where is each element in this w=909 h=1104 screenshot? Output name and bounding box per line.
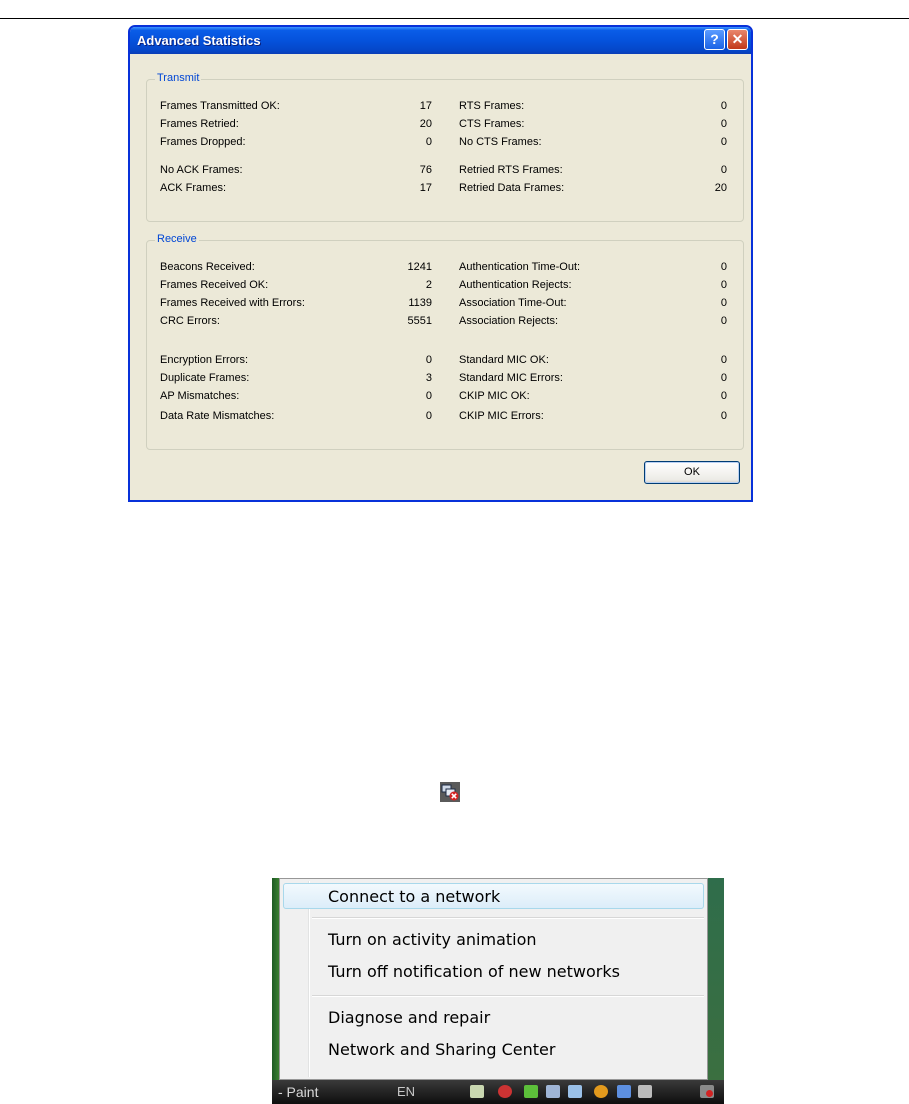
network-disconnected-icon[interactable] [700,1085,714,1098]
transmit-group-label: Transmit [157,72,200,84]
stat-value: 17 [419,100,432,112]
network-context-menu [279,878,708,1080]
tray-display-icon[interactable] [568,1085,582,1098]
taskbar-app-paint[interactable]: - Paint [278,1084,319,1100]
stat-value: 0 [720,118,727,130]
close-icon: ✕ [731,31,744,47]
language-indicator[interactable]: EN [397,1084,416,1099]
help-icon: ? [710,31,719,47]
stat-label: Data Rate Mismatches: [160,410,275,422]
menu-separator [312,995,704,997]
stat-value: 0 [720,390,727,402]
stat-value: 5551 [407,315,432,327]
stat-label: Association Time-Out: [459,297,567,309]
stat-value: 20 [714,182,727,194]
stat-label: RTS Frames: [459,100,525,112]
stat-label: Encryption Errors: [160,354,249,366]
stat-label: CKIP MIC OK: [459,390,530,402]
stat-label: Standard MIC Errors: [459,372,563,384]
stat-value: 1241 [407,261,432,273]
stat-label: Authentication Time-Out: [459,261,581,273]
menu-item-network-sharing-center[interactable]: Network and Sharing Center [328,1040,556,1059]
stat-label: Association Rejects: [459,315,559,327]
stat-value: 0 [720,100,727,112]
menu-item-notification-toggle[interactable]: Turn off notification of new networks [328,962,620,981]
stat-value: 0 [720,354,727,366]
transmit-group [146,72,744,222]
desktop-screenshot [272,878,724,1104]
stat-value: 0 [720,315,727,327]
menu-separator [312,917,704,919]
stat-label: Frames Received with Errors: [160,297,305,309]
menu-item-connect-to-network[interactable]: Connect to a network [328,887,501,906]
stat-label: ACK Frames: [160,182,227,194]
menu-item-activity-animation[interactable]: Turn on activity animation [328,930,537,949]
stat-label: Retried RTS Frames: [459,164,563,176]
stat-value: 0 [720,136,727,148]
stat-value: 0 [425,390,432,402]
desktop-background [708,878,724,1080]
stat-value: 0 [425,354,432,366]
stat-label: Standard MIC OK: [459,354,549,366]
stat-value: 0 [425,410,432,422]
stat-value: 0 [720,297,727,309]
stat-label: No ACK Frames: [160,164,243,176]
page-top-rule [0,18,909,19]
stat-label: Duplicate Frames: [160,372,250,384]
stat-label: Frames Received OK: [160,279,269,291]
menu-item-diagnose-repair[interactable]: Diagnose and repair [328,1008,491,1027]
stat-value: 0 [720,372,727,384]
network-disconnected-icon[interactable] [440,782,460,802]
stat-value: 1139 [408,297,432,309]
stat-label: Retried Data Frames: [459,182,565,194]
advanced-statistics-dialog [128,25,753,502]
stat-label: Frames Retried: [160,118,239,130]
tray-app-icon[interactable] [546,1085,560,1098]
dialog-title: Advanced Statistics [137,33,261,48]
stat-label: Beacons Received: [160,261,255,273]
tray-app-icon[interactable] [617,1085,631,1098]
receive-group [146,233,744,450]
volume-icon[interactable] [638,1085,652,1098]
receive-group-label: Receive [157,233,197,245]
dialog-titlebar[interactable] [130,27,751,54]
stat-value: 0 [720,279,727,291]
stat-value: 20 [419,118,432,130]
stat-label: CKIP MIC Errors: [459,410,544,422]
stat-label: AP Mismatches: [160,390,240,402]
ok-button[interactable]: OK [644,461,740,484]
tray-app-icon[interactable] [470,1085,484,1098]
stat-value: 3 [425,372,432,384]
stat-label: No CTS Frames: [459,136,542,148]
stat-value: 0 [720,261,727,273]
stat-value: 0 [720,410,727,422]
stat-label: CRC Errors: [160,315,220,327]
tray-warning-icon[interactable] [594,1085,608,1098]
stat-label: CTS Frames: [459,118,525,130]
stat-value: 2 [425,279,432,291]
stat-label: Authentication Rejects: [459,279,572,291]
close-button[interactable] [727,29,748,50]
tray-security-icon[interactable] [498,1085,512,1098]
stat-value: 0 [425,136,432,148]
help-button[interactable] [704,29,725,50]
taskbar [272,1080,724,1104]
stat-label: Frames Dropped: [160,136,246,148]
stat-label: Frames Transmitted OK: [160,100,280,112]
stat-value: 0 [720,164,727,176]
tray-update-icon[interactable] [524,1085,538,1098]
menu-gutter [308,881,310,1077]
stat-value: 17 [419,182,432,194]
stat-value: 76 [419,164,432,176]
